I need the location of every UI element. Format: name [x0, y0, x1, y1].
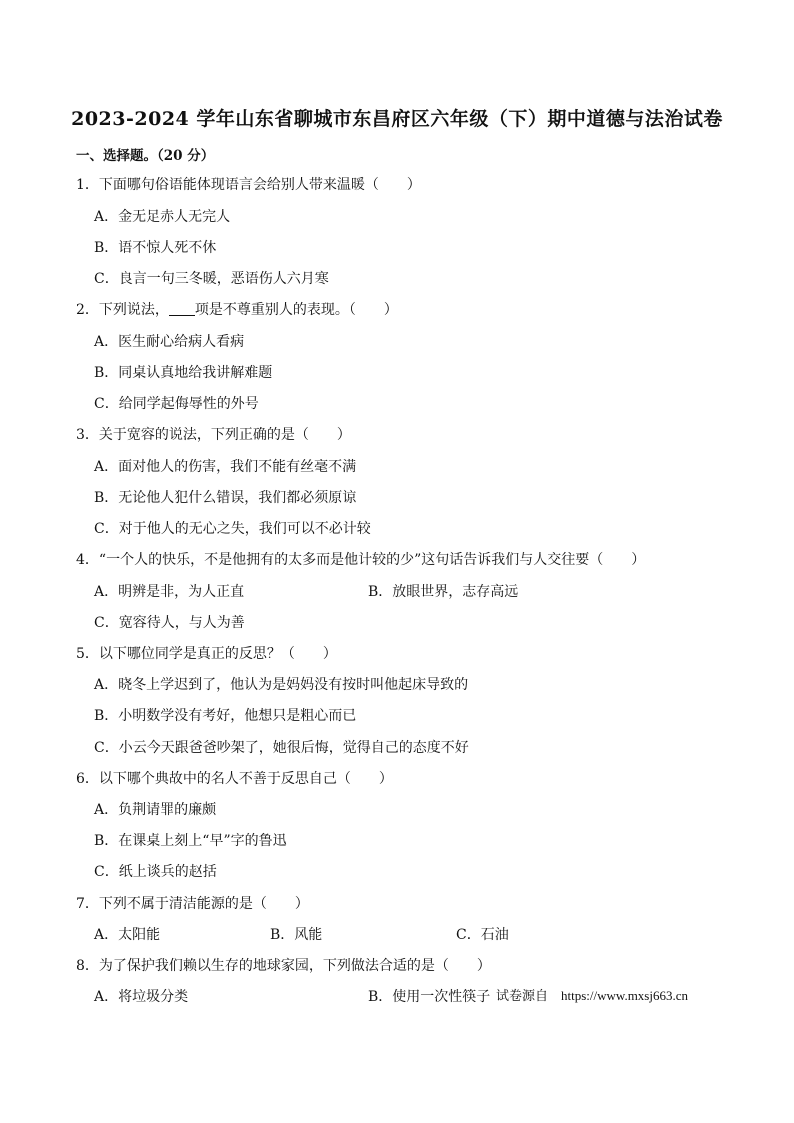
q4-option-a: A．明辨是非，为人正直 — [94, 584, 245, 600]
q3-option-b: B．无论他人犯什么错误，我们都必须原谅 — [94, 490, 357, 506]
question-5-stem: 5．以下哪位同学是真正的反思？（ ） — [76, 646, 337, 662]
q7-option-b: B．风能 — [270, 927, 323, 943]
section-heading: 一、选择题。（20 分） — [76, 148, 215, 164]
q6-option-b: B．在课桌上刻上“早”字的鲁迅 — [94, 833, 287, 849]
q2-option-c: C．给同学起侮辱性的外号 — [94, 396, 259, 412]
question-8-stem: 8．为了保护我们赖以生存的地球家园，下列做法合适的是（ ） — [76, 958, 491, 974]
q5-option-b: B．小明数学没有考好，他想只是粗心而已 — [94, 708, 357, 724]
question-4-stem: 4．“一个人的快乐，不是他拥有的太多而是他计较的少”这句话告诉我们与人交往要（ ） — [76, 552, 646, 568]
question-3-stem: 3．关于宽容的说法，下列正确的是（ ） — [76, 427, 351, 443]
q2-option-a: A．医生耐心给病人看病 — [94, 334, 245, 350]
q2-option-b: B．同桌认真地给我讲解难题 — [94, 365, 273, 381]
question-7-stem: 7．下列不属于清洁能源的是（ ） — [76, 896, 309, 912]
q8-option-a: A．将垃圾分类 — [94, 989, 189, 1005]
q4-option-c: C．宽容待人，与人为善 — [94, 615, 245, 631]
question-6-stem: 6．以下哪个典故中的名人不善于反思自己（ ） — [76, 771, 393, 787]
answer-blank — [169, 301, 195, 316]
q3-option-c: C．对于他人的无心之失，我们可以不必计较 — [94, 521, 371, 537]
q6-option-a: A．负荆请罪的廉颇 — [94, 802, 217, 818]
q8-option-b: B．使用一次性筷子 — [368, 989, 491, 1005]
q5-option-c: C．小云今天跟爸爸吵架了，她很后悔，觉得自己的态度不好 — [94, 740, 469, 756]
q5-option-a: A．晓冬上学迟到了，他认为是妈妈没有按时叫他起床导致的 — [94, 677, 469, 693]
q7-option-c: C．石油 — [456, 927, 509, 943]
question-2-stem — [76, 299, 398, 319]
q1-option-a: A．金无足赤人无完人 — [94, 209, 231, 225]
q7-option-a: A．太阳能 — [94, 927, 161, 943]
source-watermark: 试卷源自 https://www.mxsj663.cn — [496, 988, 688, 1003]
q4-option-b: B．放眼世界，志存高远 — [368, 584, 519, 600]
q2-stem-part1: 2．下列说法， — [76, 302, 169, 318]
question-1-stem: 1．下面哪句俗语能体现语言会给别人带来温暖（ ） — [76, 177, 421, 193]
q1-option-c: C．良言一句三冬暖，恶语伤人六月寒 — [94, 271, 329, 287]
exam-title: 2023-2024 学年山东省聊城市东昌府区六年级（下）期中道德与法治试卷 — [71, 108, 723, 130]
q2-stem-part2: 项是不尊重别人的表现。（ ） — [194, 302, 398, 318]
q6-option-c: C．纸上谈兵的赵括 — [94, 864, 217, 880]
q3-option-a: A．面对他人的伤害，我们不能有丝毫不满 — [94, 459, 357, 475]
q1-option-b: B．语不惊人死不休 — [94, 240, 217, 256]
